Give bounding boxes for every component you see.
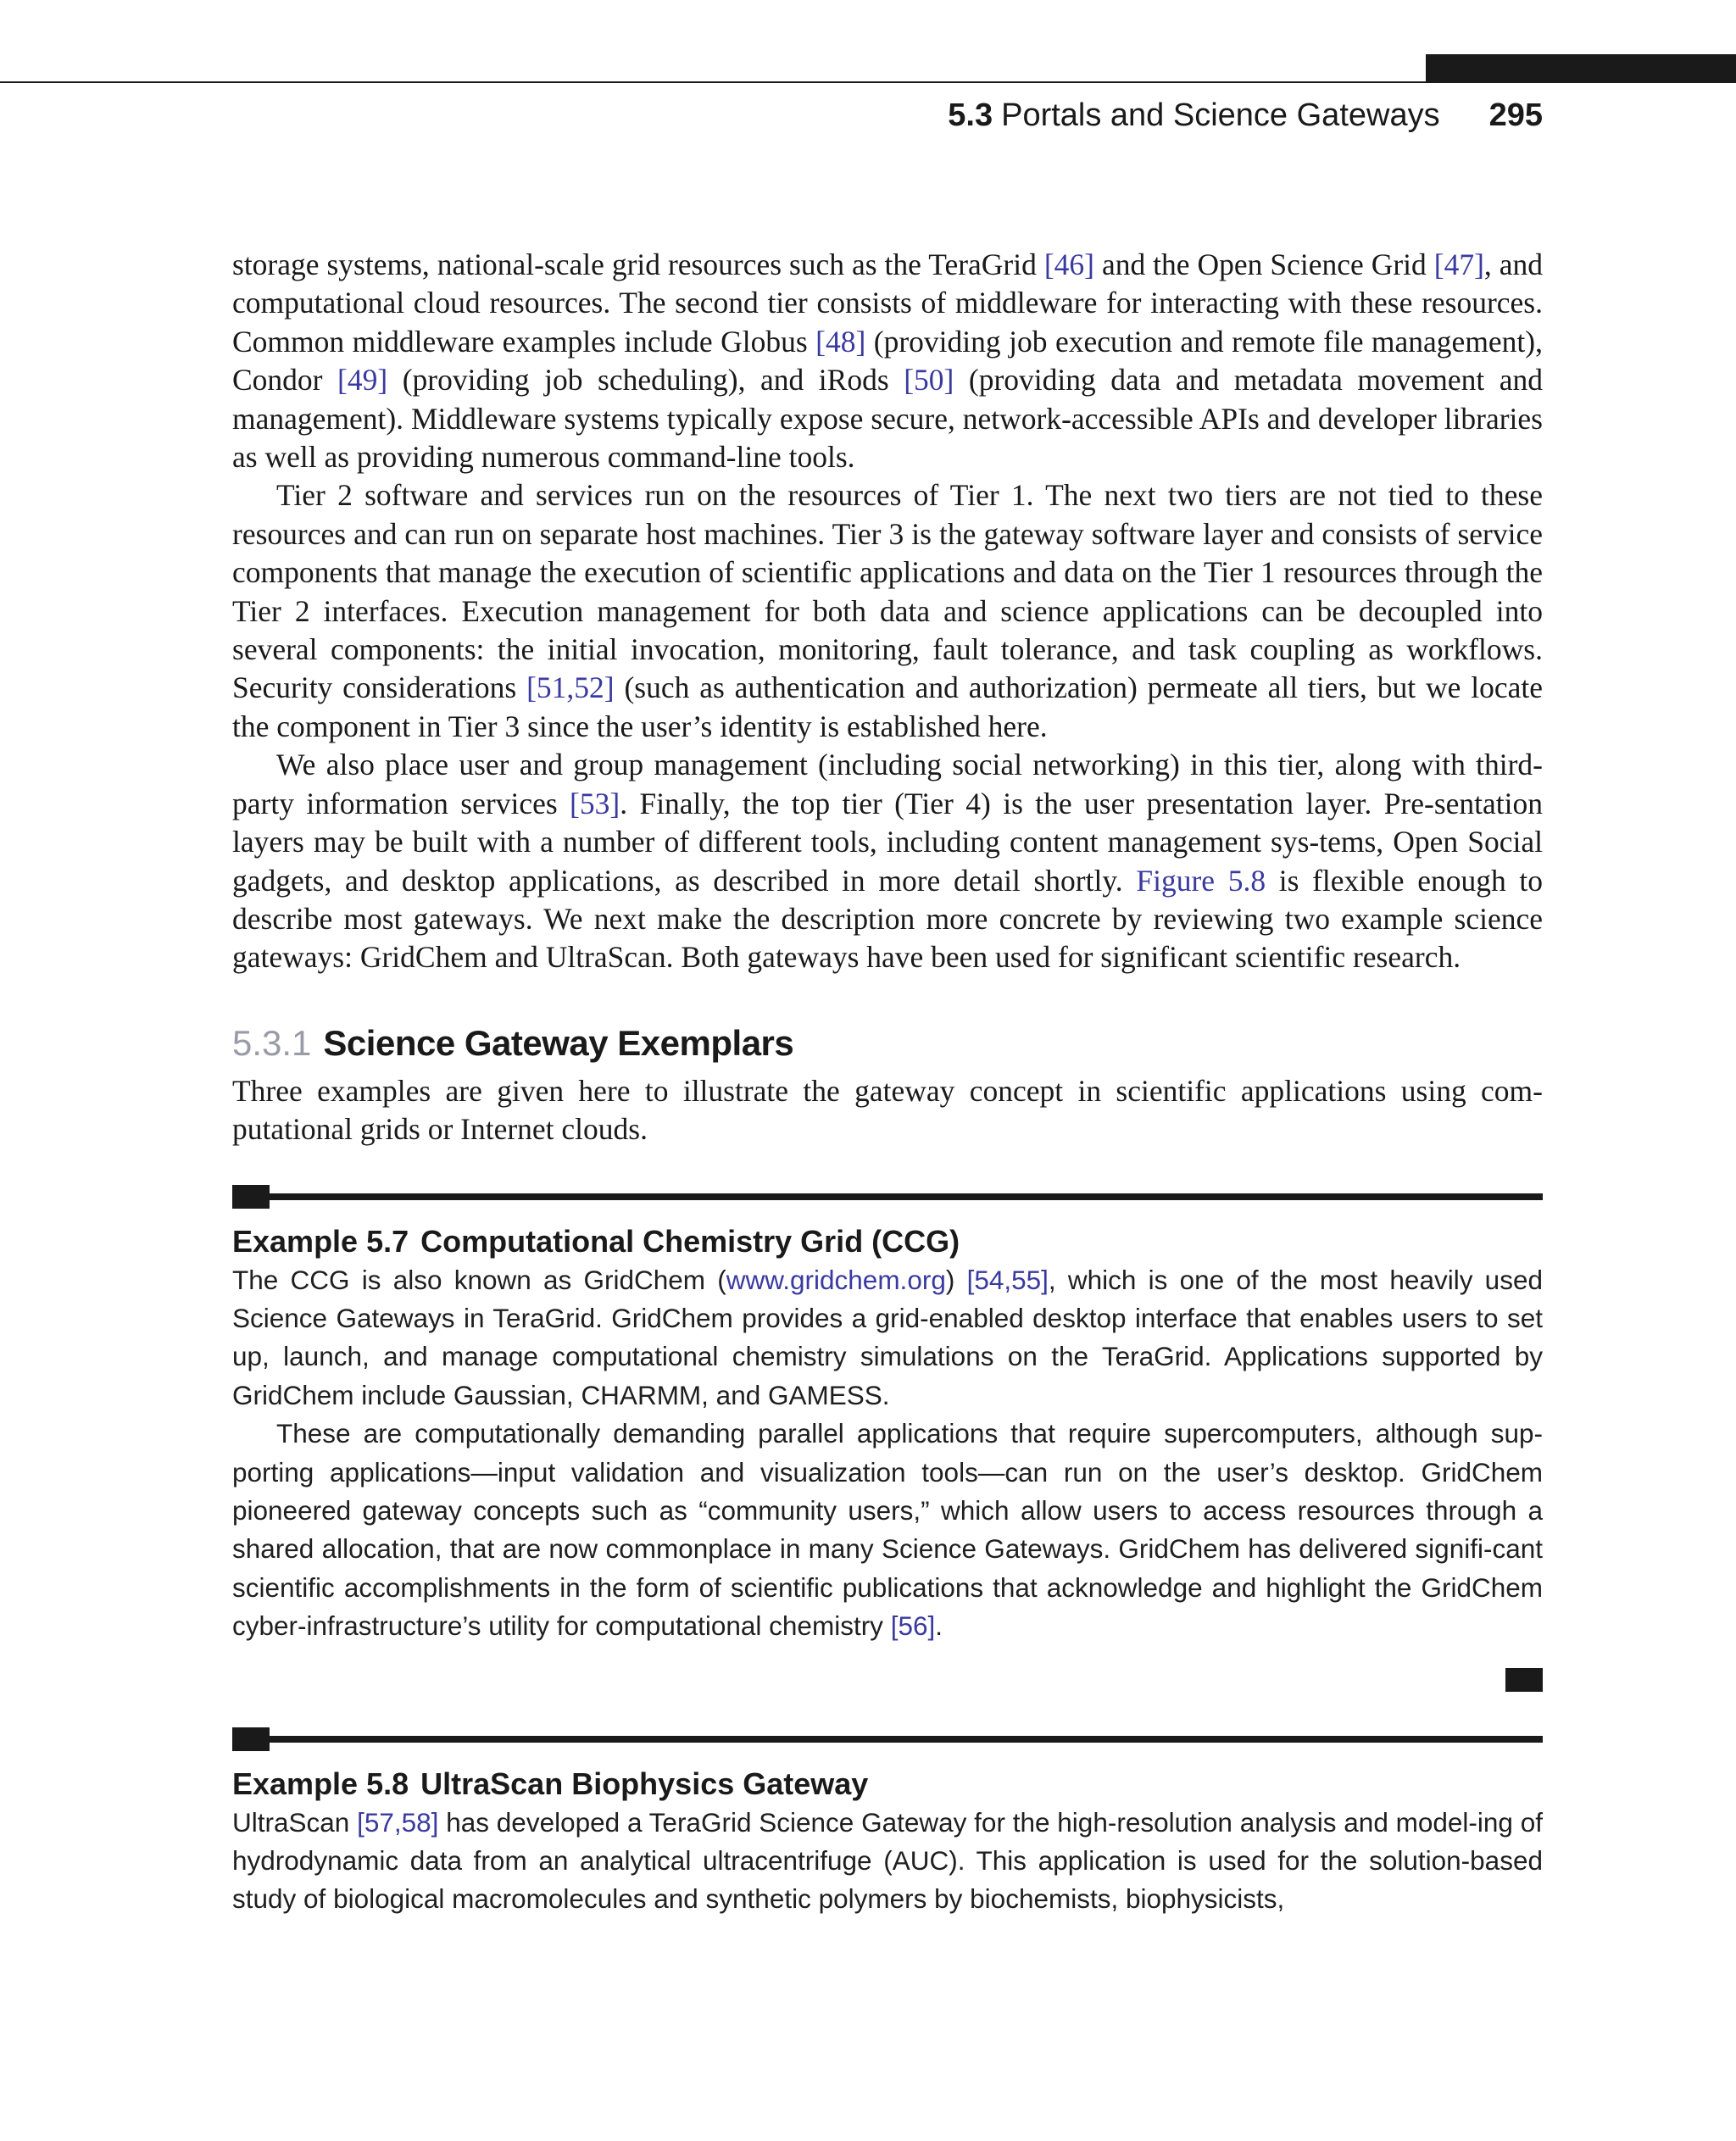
- section-heading: [232, 1018, 1543, 1069]
- example-title: [232, 1222, 1543, 1261]
- example-end-marker: [1505, 1668, 1543, 1692]
- url-link[interactable]: www.gridchem.org: [726, 1264, 946, 1295]
- example-heading: UltraScan Biophysics Gateway: [420, 1766, 869, 1801]
- citation-link[interactable]: [46]: [1043, 247, 1094, 281]
- page-number: 295: [1488, 97, 1543, 133]
- citation-link[interactable]: [51,52]: [526, 670, 615, 705]
- citation-link[interactable]: [50]: [904, 363, 954, 398]
- example-5-8: [232, 1736, 1543, 1919]
- paragraph-2: Tier 2 software and services run on the resources of Tier 1. The next two tiers are not tied to these resources and can run on separate host machines. Tier 3 is the gateway software layer and consists of service components that manage the execution of scientific applications and data on the Tier 1 resources through the Tier 2 interfaces. Execution management for both data and science applications can be decoupled into several components: the initial invocation, monitoring, fault tolerance, and task coupling as workflows. Security considerations [51,52] (such as authentication and authorization) permeate all tiers, but we locate the component in Tier 3 since the user’s identity is established here.: [232, 478, 1543, 743]
- example-body: [232, 1804, 1543, 1919]
- example-paragraph-1: The CCG is also known as GridChem (www.gridchem.org) [54,55], which is one of the most heavily used Science Gateways in TeraGrid. GridChem provides a grid-enabled desktop interface that enables users to set up, launch, and manage computational chemistry simulations on the TeraGrid. Applications supported by GridChem include Gaussian, CHARMM, and GAMESS.: [232, 1264, 1543, 1410]
- example-label: Example 5.7: [232, 1223, 409, 1259]
- example-rule-marker: [232, 1185, 270, 1209]
- figure-link[interactable]: Figure 5.8: [1136, 863, 1266, 898]
- running-head-section-number: 5.3: [948, 97, 993, 133]
- example-body: [232, 1261, 1543, 1646]
- example-top-rule: [232, 1736, 1543, 1743]
- paragraph-1: storage systems, national-scale grid resources such as the TeraGrid [46] and the Open Science Grid [47], and computational cloud resources. The second tier consists of middleware for interacting with these resources. Common middleware examples include Globus [48] (providing job execution and remote file management), Condor [49] (providing job scheduling), and iRods [50] (providing data and metadata movement and management). Middleware systems typically expose secure, network-accessible APIs and developer libraries as well as providing numerous command-line tools.: [232, 247, 1544, 475]
- running-head: [948, 95, 1543, 136]
- paragraph-3: We also place user and group management (including social networking) in this tier, along with third-party information services [53]. Finally, the top tier (Tier 4) is the user presentation layer. Pre-sentation layers may be built with a number of different tools, including content management sys-tems, Open Social gadgets, and desktop applications, as described in more detail shortly. Figure 5.8 is flexible enough to describe most gateways. We next make the description more concrete by reviewing two example science gateways: GridChem and UltraScan. Both gateways have been used for significant scientific research.: [232, 748, 1543, 975]
- citation-link[interactable]: [57,58]: [357, 1806, 439, 1838]
- running-head-section-title: Portals and Science Gateways: [1001, 97, 1440, 133]
- example-rule-marker: [232, 1727, 270, 1751]
- citation-link[interactable]: [56]: [890, 1610, 936, 1642]
- section-title: Science Gateway Exemplars: [323, 1022, 794, 1063]
- citation-link[interactable]: [47]: [1433, 247, 1484, 281]
- example-title: [232, 1765, 1543, 1804]
- citation-link[interactable]: [54,55]: [966, 1264, 1049, 1295]
- citation-link[interactable]: [53]: [570, 786, 620, 820]
- page-content: [232, 246, 1543, 1919]
- section-intro: [232, 1072, 1543, 1149]
- example-paragraph-2: These are computationally demanding parallel applications that require supercomputers, although sup-porting applications—input validation and visualization tools—can run on the user’s desktop. GridChem pioneered gateway concepts such as “community users,” which allow users to access resources through a shared allocation, that are now commonplace in many Science Gateways. GridChem has delivered signifi-cant scientific accomplishments in the form of scientific publications that acknowledge and highlight the GridChem cyber-infrastructure’s utility for computational chemistry [56].: [232, 1418, 1543, 1642]
- section-intro-paragraph: Three examples are given here to illustrate the gateway concept in scientific applications using com-putational grids or Internet clouds.: [232, 1073, 1543, 1147]
- body-text: [232, 246, 1543, 977]
- example-top-rule: [232, 1193, 1543, 1200]
- example-5-7: [232, 1193, 1543, 1692]
- section-number: 5.3.1: [232, 1022, 312, 1063]
- header-tab-block: [1426, 54, 1736, 83]
- example-label: Example 5.8: [232, 1766, 409, 1801]
- citation-link[interactable]: [48]: [815, 324, 866, 359]
- example-paragraph-1: UltraScan [57,58] has developed a TeraGrid Science Gateway for the high-resolution analysis and model-ing of hydrodynamic data from an analytical ultracentrifuge (AUC). This application is used for the solution-based study of biological macromolecules and synthetic polymers by biochemists, biophysicists,: [232, 1806, 1543, 1915]
- citation-link[interactable]: [49]: [337, 363, 388, 398]
- example-heading: Computational Chemistry Grid (CCG): [420, 1223, 960, 1259]
